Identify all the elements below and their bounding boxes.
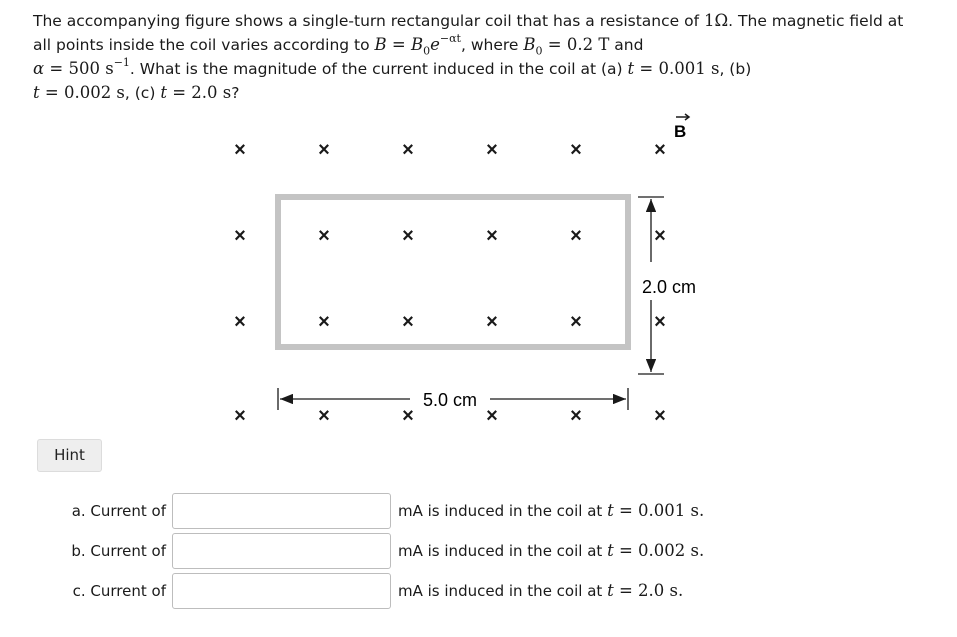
answer-c-t: t (607, 581, 614, 600)
hint-button[interactable]: Hint (37, 439, 102, 472)
answer-b-suffix (398, 533, 704, 569)
answer-a-suffix-text: mA is induced in the coil at (398, 502, 608, 520)
height-label: 2.0 cm (641, 277, 697, 297)
field-into-page-icon: × (654, 311, 666, 333)
time-a-symbol: t (627, 59, 635, 78)
time-c (160, 83, 231, 102)
answer-a-suffix (398, 493, 704, 529)
problem-text-7: , (c) (124, 84, 161, 102)
field-into-page-icon: × (570, 311, 582, 333)
resistance-value: 1Ω (703, 11, 729, 30)
field-into-page-icon: × (570, 139, 582, 161)
width-label: 5.0 cm (422, 390, 478, 410)
field-label-text: B (674, 122, 687, 141)
field-into-page-icon: × (654, 225, 666, 247)
problem-text-8: ? (231, 84, 240, 102)
field-into-page-icon: × (234, 405, 246, 427)
field-into-page-icon: × (570, 405, 582, 427)
field-into-page-icon: × (486, 139, 498, 161)
answer-a-time: = 0.001 s. (613, 501, 705, 520)
time-c-symbol: t (160, 83, 167, 102)
field-into-page-icon: × (654, 405, 666, 427)
field-equation (374, 31, 461, 58)
field-into-page-icon: × (402, 405, 414, 427)
eq-exponent: −αt (439, 31, 461, 45)
field-into-page-icon: × (402, 225, 414, 247)
field-into-page-icon: × (486, 225, 498, 247)
answer-row-a (0, 493, 957, 529)
field-into-page-icon: × (318, 311, 330, 333)
time-c-value: = 2.0 s (166, 83, 232, 102)
problem-text-1: The accompanying figure shows a single-turn rectangular coil that has a resistance of (33, 12, 704, 30)
problem-text-4: and (609, 36, 644, 54)
field-into-page-icon: × (234, 311, 246, 333)
coil-figure (228, 112, 728, 432)
answer-c-suffix (398, 573, 683, 609)
b0-symbol: B (523, 35, 536, 54)
problem-text-2: . The magnetic field at all points inside the coil varies according to (33, 12, 904, 54)
answer-row-c (0, 573, 957, 609)
b0-number: = 0.2 T (542, 35, 610, 54)
answer-b-prefix: b. Current of (71, 542, 166, 560)
field-into-page-icon: × (402, 139, 414, 161)
time-b-value: = 0.002 s (39, 83, 125, 102)
eq-b0: B (411, 35, 424, 54)
field-into-page-icon: × (570, 225, 582, 247)
answer-row-b (0, 533, 957, 569)
field-markers (234, 139, 666, 427)
eq-equals: = (386, 35, 411, 54)
field-into-page-icon: × (318, 405, 330, 427)
field-into-page-icon: × (486, 311, 498, 333)
alpha-number: = 500 s (44, 59, 114, 78)
answer-b-suffix-text: mA is induced in the coil at (398, 542, 608, 560)
problem-text-6: , (b) (719, 60, 752, 78)
problem-statement (33, 9, 913, 105)
answer-a-prefix: a. Current of (71, 502, 166, 520)
field-into-page-icon: × (318, 139, 330, 161)
problem-text-5: . What is the magnitude of the current induced in the coil at (a) (129, 60, 628, 78)
field-into-page-icon: × (234, 225, 246, 247)
answer-a-t: t (607, 501, 614, 520)
problem-text-3: , where (460, 36, 524, 54)
alpha-symbol: α (33, 59, 45, 78)
field-into-page-icon: × (234, 139, 246, 161)
answer-b-time: = 0.002 s. (613, 541, 705, 560)
time-a-value: = 0.001 s (634, 59, 720, 78)
answer-c-input[interactable] (172, 573, 391, 609)
height-dimension (638, 197, 696, 374)
answer-a-input[interactable] (172, 493, 391, 529)
field-into-page-icon: × (318, 225, 330, 247)
b0-value (523, 35, 610, 58)
answer-b-input[interactable] (172, 533, 391, 569)
alpha-exponent: −1 (113, 55, 130, 69)
answer-c-time: = 2.0 s. (613, 581, 684, 600)
eq-e: e (430, 35, 440, 54)
eq-b: B (374, 35, 387, 54)
field-into-page-icon: × (654, 139, 666, 161)
answer-c-suffix-text: mA is induced in the coil at (398, 582, 608, 600)
time-b (33, 83, 125, 102)
eq-b0-sub: 0 (423, 44, 431, 58)
time-a (628, 59, 720, 78)
answer-c-prefix: c. Current of (72, 582, 166, 600)
field-into-page-icon: × (402, 311, 414, 333)
time-b-symbol: t (33, 83, 40, 102)
field-into-page-icon: × (486, 405, 498, 427)
field-label (674, 114, 689, 141)
answer-b-t: t (607, 541, 614, 560)
alpha-value (33, 55, 130, 78)
b0-sub: 0 (535, 44, 543, 58)
